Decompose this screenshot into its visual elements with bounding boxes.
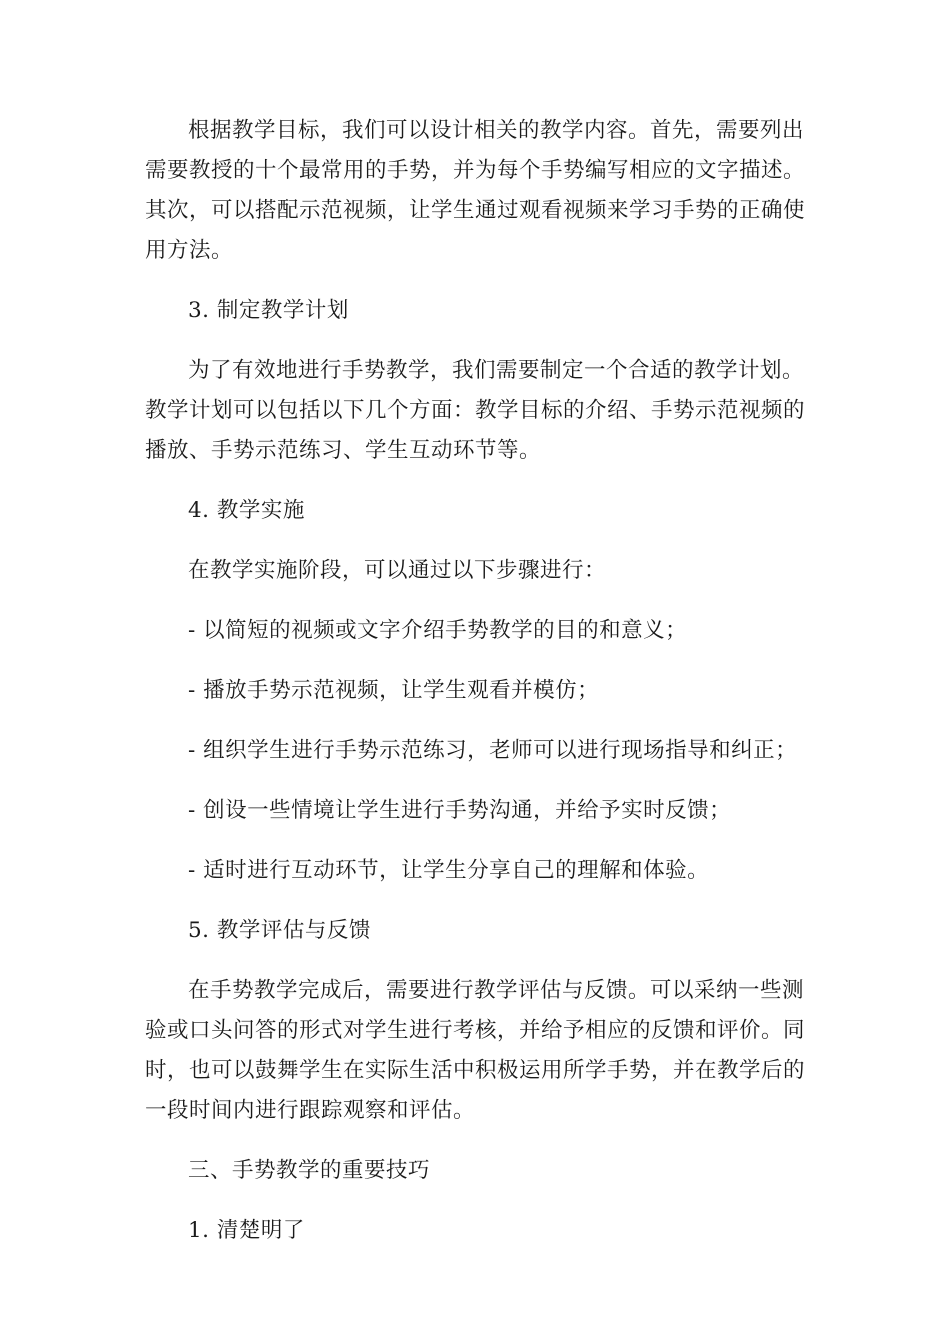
paragraph-implementation-intro: 在教学实施阶段，可以通过以下步骤进行： xyxy=(188,558,607,583)
paragraph-teaching-content: 根据教学目标，我们可以设计相关的教学内容。首先，需要列出需要教授的十个最常用的手势，并为每个手势编写相应的文字描述。其次，可以搭配示范视频，让学生通过观看视频来学习手势的正确使用方法。 xyxy=(145,118,806,263)
heading-clear-and-concise: 1. 清楚明了 xyxy=(188,1218,305,1243)
list-item: - 以简短的视频或文字介绍手势教学的目的和意义； xyxy=(188,618,688,643)
paragraph-teaching-plan: 为了有效地进行手势教学，我们需要制定一个合适的教学计划。教学计划可以包括以下几个方面：教学目标的介绍、手势示范视频的播放、手势示范练习、学生互动环节等。 xyxy=(145,358,806,463)
heading-teaching-plan: 3. 制定教学计划 xyxy=(188,298,349,323)
list-item: - 适时进行互动环节，让学生分享自己的理解和体验。 xyxy=(188,858,710,883)
list-item: - 组织学生进行手势示范练习，老师可以进行现场指导和纠正； xyxy=(188,738,798,763)
list-item: - 创设一些情境让学生进行手势沟通，并给予实时反馈； xyxy=(188,798,732,823)
paragraph-evaluation: 在手势教学完成后，需要进行教学评估与反馈。可以采纳一些测验或口头问答的形式对学生进行考核，并给予相应的反馈和评价。同时，也可以鼓舞学生在实际生活中积极运用所学手势，并在教学后的一段时间内进行跟踪观察和评估。 xyxy=(145,978,806,1123)
document-body xyxy=(145,111,810,1271)
heading-teaching-implementation: 4. 教学实施 xyxy=(188,498,305,523)
list-item: - 播放手势示范视频，让学生观看并模仿； xyxy=(188,678,600,703)
section-heading-key-techniques: 三、手势教学的重要技巧 xyxy=(188,1158,431,1183)
heading-evaluation-feedback: 5. 教学评估与反馈 xyxy=(188,918,371,943)
